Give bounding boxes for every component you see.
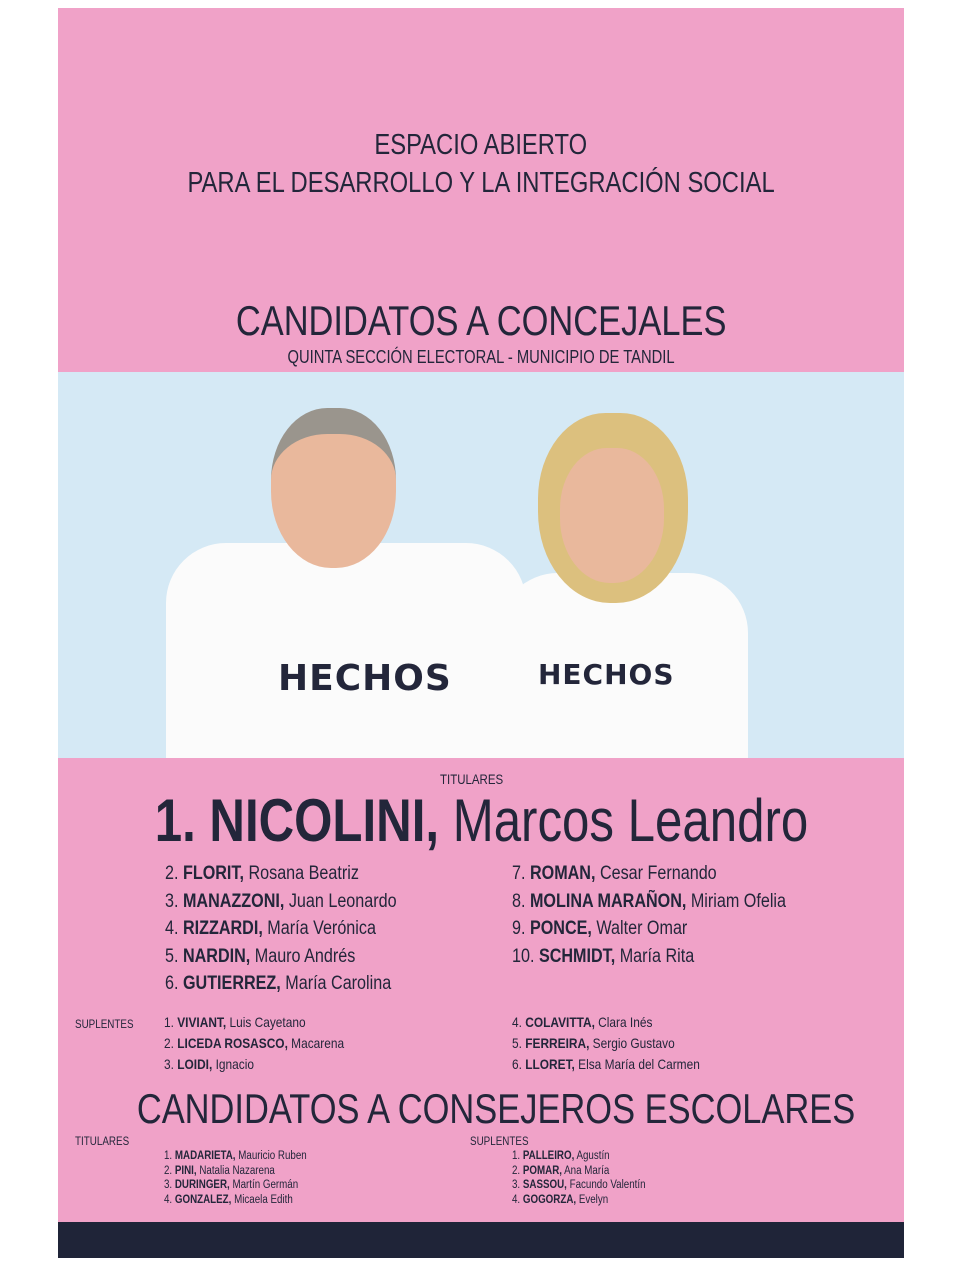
candidate-number: 10.	[512, 945, 535, 967]
candidate-given-names: Martín Germán	[232, 1179, 299, 1191]
candidate-entry	[512, 1012, 700, 1033]
party-line-2: PARA EL DESARROLLO Y LA INTEGRACIÓN SOCIAL	[187, 167, 775, 199]
candidate-number: 1.	[164, 1150, 173, 1162]
candidate-given-names: María Verónica	[267, 918, 376, 939]
candidate-number: 1.	[164, 1014, 174, 1030]
candidate-given-names: María Rita	[619, 945, 695, 967]
party-line-1: ESPACIO ABIERTO	[374, 129, 588, 161]
candidate-entry	[512, 888, 786, 916]
candidate-given-names: Mauro Andrés	[254, 945, 356, 967]
candidate-given-names: Cesar Fernando	[599, 863, 717, 884]
consejeros-titulares-label: TITULARES	[75, 1134, 130, 1148]
titulares-label: TITULARES	[440, 771, 504, 787]
candidate-surname: NARDIN,	[182, 945, 251, 967]
candidate-surname: PONCE,	[529, 918, 592, 939]
photo-female-candidate	[498, 403, 748, 758]
candidate-surname: COLAVITTA,	[525, 1014, 595, 1030]
lead-surname: NICOLINI,	[208, 787, 439, 854]
candidate-surname: FLORIT,	[182, 863, 244, 884]
candidate-number: 3.	[164, 1056, 174, 1072]
footer-bar	[58, 1222, 904, 1258]
consejeros-titulares-list	[164, 1149, 332, 1207]
candidate-given-names: María Carolina	[285, 973, 392, 994]
candidate-surname: MADARIETA,	[174, 1150, 236, 1162]
lead-name: Marcos Leandro	[452, 787, 808, 854]
candidate-entry	[164, 1178, 307, 1193]
candidate-entry	[164, 1054, 344, 1075]
candidate-number: 5.	[512, 1035, 522, 1051]
candidate-surname: GUTIERREZ,	[182, 973, 281, 994]
titulares-list-left	[165, 860, 437, 998]
candidate-entry	[512, 1149, 646, 1164]
candidate-number: 2.	[164, 1164, 173, 1177]
candidate-surname: PINI,	[174, 1164, 197, 1177]
candidate-surname: PALLEIRO,	[522, 1150, 575, 1162]
candidate-number: 3.	[164, 1179, 173, 1191]
candidate-surname: POMAR,	[522, 1164, 562, 1177]
candidate-surname: LLORET,	[525, 1056, 575, 1072]
candidate-given-names: Walter Omar	[596, 918, 688, 939]
candidate-surname: MANAZZONI,	[182, 890, 285, 912]
candidate-entry	[512, 1164, 646, 1179]
candidate-entry	[164, 1149, 307, 1164]
consejeros-title: CANDIDATOS A CONSEJEROS ESCOLARES	[136, 1085, 856, 1132]
candidate-given-names: Clara Inés	[598, 1014, 653, 1030]
shirt-text: HECHOS	[278, 658, 452, 699]
suplentes-list-left	[164, 1012, 376, 1075]
candidate-entry	[165, 860, 397, 888]
candidates-photo	[58, 372, 904, 758]
ballot-poster	[58, 8, 904, 1258]
candidate-entry	[164, 1193, 307, 1208]
shirt-text: HECHOS	[538, 658, 675, 691]
consejeros-suplentes-label: SUPLENTES	[470, 1134, 529, 1148]
candidate-entry	[512, 1033, 700, 1054]
candidate-number: 4.	[165, 918, 179, 939]
candidate-number: 3.	[512, 1179, 521, 1191]
photo-male-candidate	[166, 388, 526, 758]
consejeros-suplentes-list	[512, 1149, 669, 1207]
candidate-given-names: Sergio Gustavo	[592, 1035, 675, 1051]
candidate-given-names: Luis Cayetano	[229, 1014, 306, 1030]
candidate-entry	[512, 860, 786, 888]
candidate-surname: VIVIANT,	[177, 1014, 227, 1030]
candidate-number: 6.	[512, 1056, 522, 1072]
concejales-subtitle: QUINTA SECCIÓN ELECTORAL - MUNICIPIO DE TANDIL	[287, 347, 675, 367]
candidate-surname: GOGORZA,	[522, 1193, 577, 1206]
candidate-given-names: Mauricio Ruben	[238, 1150, 307, 1162]
candidate-entry	[512, 1054, 700, 1075]
candidate-number: 2.	[164, 1035, 174, 1051]
candidate-entry	[512, 943, 786, 971]
candidate-given-names: Facundo Valentín	[569, 1179, 646, 1191]
candidate-number: 7.	[512, 863, 526, 884]
candidate-surname: DURINGER,	[174, 1179, 230, 1191]
titulares-list-right	[512, 860, 834, 970]
candidate-number: 2.	[512, 1164, 521, 1177]
candidate-given-names: Ignacio	[215, 1056, 254, 1072]
candidate-number: 2.	[165, 863, 179, 884]
candidate-entry	[165, 970, 397, 998]
suplentes-label: SUPLENTES	[75, 1017, 134, 1031]
candidate-given-names: Juan Leonardo	[288, 890, 397, 912]
candidate-surname: ROMAN,	[529, 863, 596, 884]
candidate-surname: FERREIRA,	[525, 1035, 590, 1051]
candidate-entry	[164, 1012, 344, 1033]
candidate-given-names: Agustín	[576, 1150, 610, 1162]
candidate-number: 3.	[165, 890, 179, 912]
candidate-number: 5.	[165, 945, 179, 967]
lead-number: 1.	[154, 787, 196, 854]
candidate-given-names: Miriam Ofelia	[690, 890, 786, 912]
candidate-surname: MOLINA MARAÑON,	[529, 890, 687, 912]
candidate-number: 6.	[165, 973, 179, 994]
candidate-number: 4.	[164, 1193, 173, 1206]
candidate-given-names: Evelyn	[578, 1193, 609, 1206]
candidate-given-names: Ana María	[564, 1164, 610, 1177]
candidate-number: 4.	[512, 1014, 522, 1030]
candidate-given-names: Micaela Edith	[234, 1193, 293, 1206]
party-name	[58, 126, 904, 202]
concejales-title: CANDIDATOS A CONCEJALES	[235, 297, 727, 344]
candidate-number: 1.	[512, 1150, 521, 1162]
candidate-number: 4.	[512, 1193, 521, 1206]
candidate-number: 8.	[512, 890, 526, 912]
suplentes-list-right	[512, 1012, 733, 1075]
candidate-entry	[165, 888, 397, 916]
candidate-surname: SASSOU,	[522, 1179, 567, 1191]
candidate-entry	[164, 1033, 344, 1054]
candidate-given-names: Rosana Beatriz	[248, 863, 359, 884]
candidate-entry	[512, 1178, 646, 1193]
candidate-entry	[164, 1164, 307, 1179]
candidate-given-names: Macarena	[291, 1035, 345, 1051]
candidate-surname: RIZZARDI,	[182, 918, 263, 939]
lead-candidate	[58, 787, 904, 854]
candidate-surname: SCHMIDT,	[538, 945, 616, 967]
candidate-given-names: Elsa María del Carmen	[578, 1056, 700, 1072]
candidate-entry	[512, 915, 786, 943]
candidate-entry	[165, 943, 397, 971]
candidate-surname: LICEDA ROSASCO,	[177, 1035, 288, 1051]
candidate-surname: LOIDI,	[177, 1056, 213, 1072]
candidate-entry	[165, 915, 397, 943]
candidate-entry	[512, 1193, 646, 1208]
candidate-given-names: Natalia Nazarena	[199, 1164, 275, 1177]
candidate-surname: GONZALEZ,	[174, 1193, 232, 1206]
candidate-number: 9.	[512, 918, 526, 939]
